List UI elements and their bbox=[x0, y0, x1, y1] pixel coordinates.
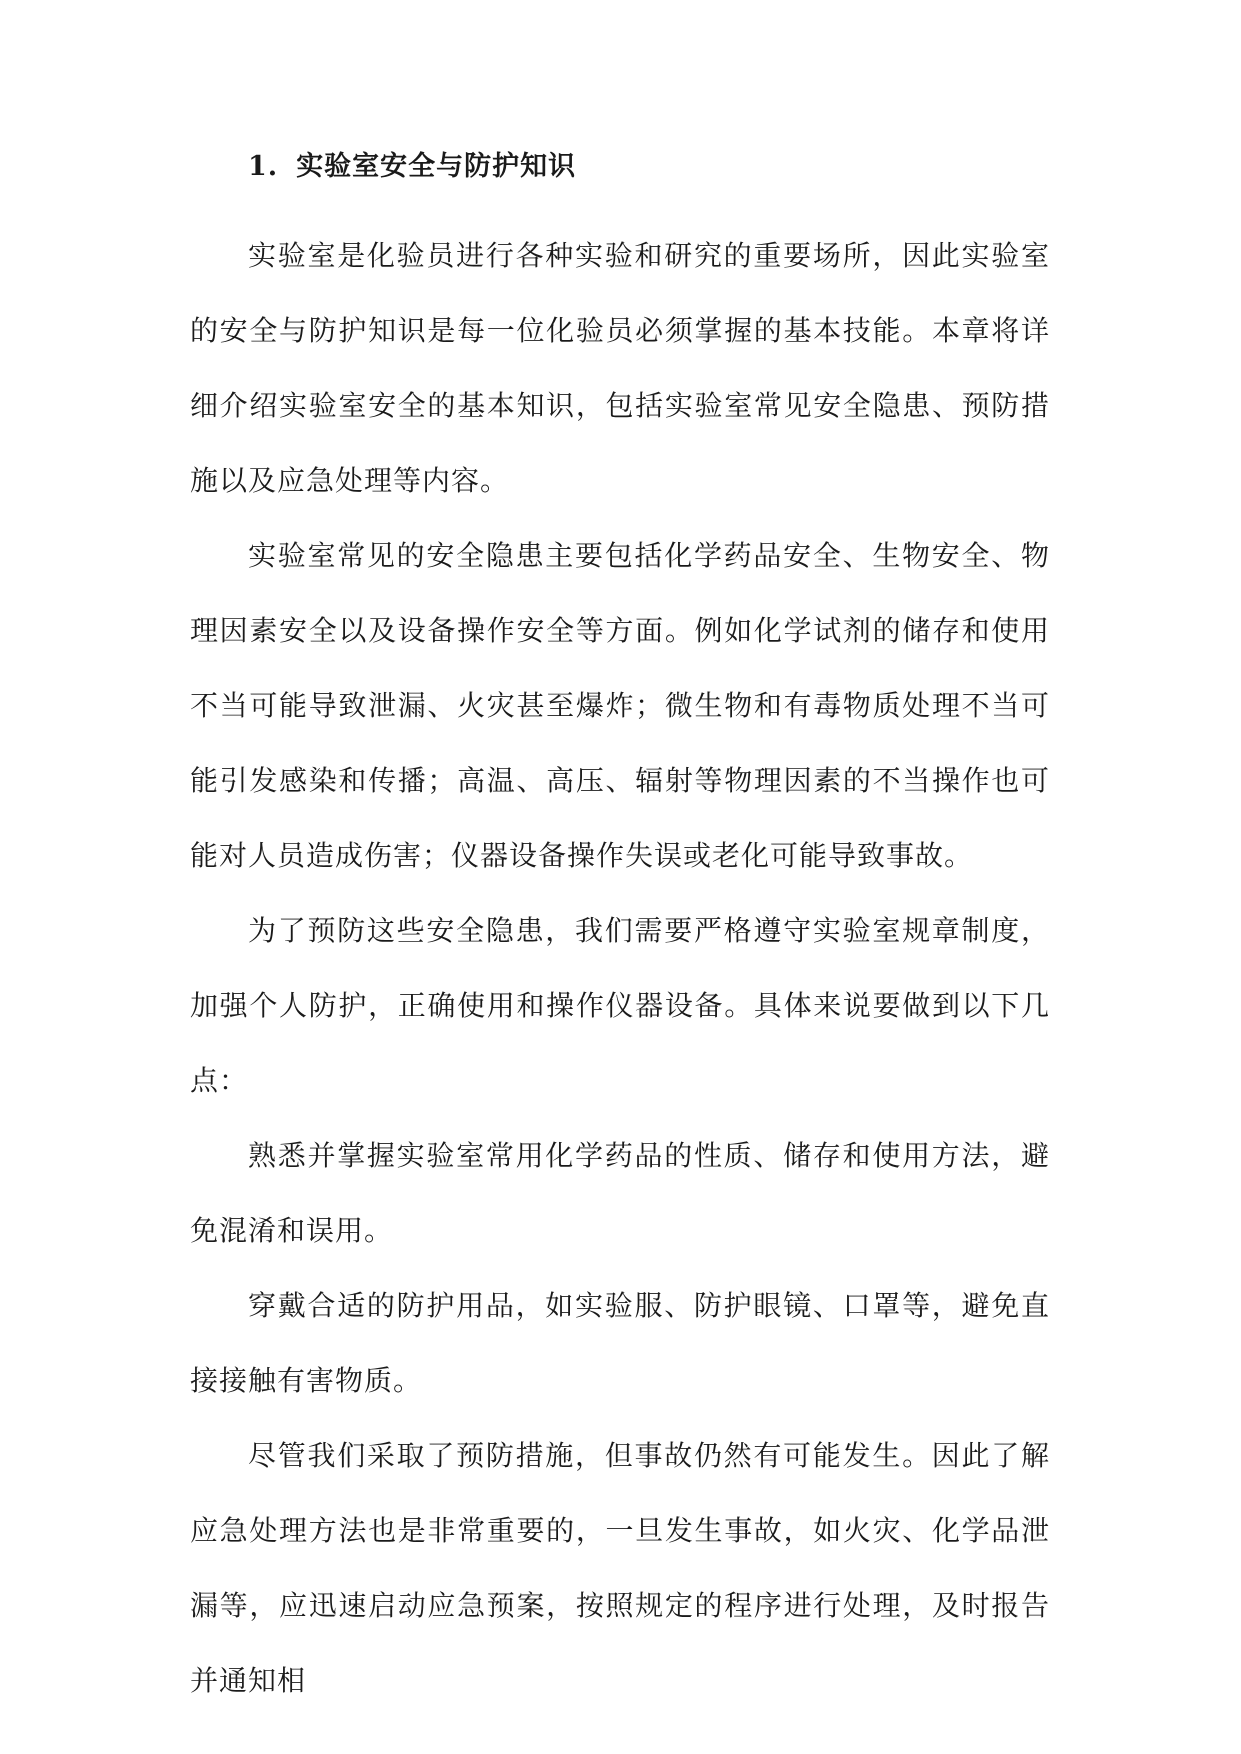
paragraph-intro: 实验室是化验员进行各种实验和研究的重要场所，因此实验室的安全与防护知识是每一位化验员必须掌握的基本技能。本章将详细介绍实验室安全的基本知识，包括实验室常见安全隐患、预防措施以及应急处理等内容。 bbox=[190, 239, 1050, 497]
section-title: 实验室安全与防护知识 bbox=[296, 151, 577, 182]
paragraph-prevention: 为了预防这些安全隐患，我们需要严格遵守实验室规章制度，加强个人防护，正确使用和操作仪器设备。具体来说要做到以下几点： bbox=[190, 914, 1050, 1097]
section-heading bbox=[248, 140, 1050, 194]
paragraph-emergency: 尽管我们采取了预防措施，但事故仍然有可能发生。因此了解应急处理方法也是非常重要的，一旦发生事故，如火灾、化学品泄漏等，应迅速启动应急预案，按照规定的程序进行处理，及时报告并通知相 bbox=[190, 1439, 1050, 1697]
document-body bbox=[190, 140, 1050, 1718]
paragraph-protective-gear: 穿戴合适的防护用品，如实验服、防护眼镜、口罩等，避免直接接触有害物质。 bbox=[190, 1289, 1050, 1397]
paragraph-hazards: 实验室常见的安全隐患主要包括化学药品安全、生物安全、物理因素安全以及设备操作安全等方面。例如化学试剂的储存和使用不当可能导致泄漏、火灾甚至爆炸；微生物和有毒物质处理不当可能引发感染和传播；高温、高压、辐射等物理因素的不当操作也可能对人员造成伤害；仪器设备操作失误或老化可能导致事故。 bbox=[190, 539, 1050, 872]
paragraph-chemicals: 熟悉并掌握实验室常用化学药品的性质、储存和使用方法，避免混淆和误用。 bbox=[190, 1139, 1050, 1247]
section-number: 1. bbox=[248, 151, 279, 182]
